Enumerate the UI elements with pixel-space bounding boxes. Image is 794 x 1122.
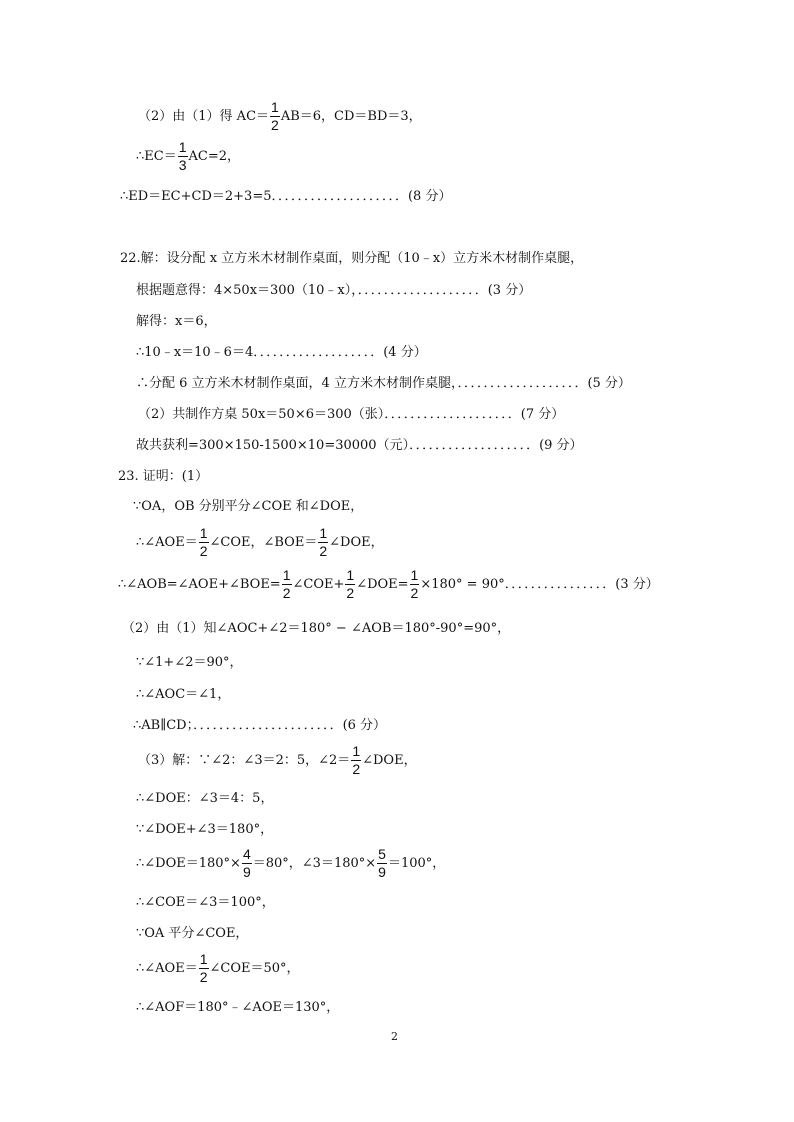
- text-run: ∵∠1+∠2＝90°，: [136, 654, 243, 670]
- fraction-numerator: 4: [242, 845, 251, 862]
- text-run: 23. 证明：(1）: [118, 468, 209, 484]
- fraction-numerator: 1: [271, 98, 279, 115]
- fraction-denominator: 9: [242, 863, 251, 880]
- fraction-numerator: 1: [282, 566, 291, 583]
- text-run: ∴AB∥CD；．．．．．．．．．．．．．．．．．．．．．．(6 分）: [133, 717, 387, 733]
- text-line: [118, 566, 659, 601]
- fraction-denominator: 2: [352, 760, 361, 777]
- text-run: AB＝6，CD＝BD＝3，: [280, 108, 422, 124]
- fraction: [345, 568, 355, 600]
- fraction: [410, 568, 420, 600]
- text-line: [133, 717, 386, 733]
- text-run: ∵∠DOE+∠3＝180°，: [136, 821, 274, 837]
- text-line: [136, 845, 446, 880]
- text-run: ∴∠COE＝∠3＝100°，: [136, 894, 275, 910]
- fraction-numerator: 1: [319, 524, 328, 541]
- text-line: [136, 524, 384, 559]
- text-run: ∴10﹣x＝10﹣6＝4．．．．．．．．．．．．．．．．．．．(4 分）: [136, 344, 427, 360]
- text-line: [136, 138, 241, 173]
- text-line: [136, 790, 273, 806]
- text-run: ∴分配 6 立方米木材制作桌面，4 立方米木材制作桌腿，．．．．．．．．．．．．．．．．．．．(5 分）: [136, 375, 631, 391]
- text-line: [138, 742, 417, 777]
- text-run: ∴∠DOE＝180°×: [136, 855, 241, 871]
- text-run: ∴∠AOE＝: [136, 960, 198, 976]
- fraction-denominator: 3: [178, 156, 187, 173]
- text-run: （2）由（1）得 AC＝: [138, 108, 270, 124]
- fraction-denominator: 2: [271, 116, 279, 133]
- fraction-denominator: 2: [346, 584, 355, 601]
- fraction: [199, 526, 209, 558]
- text-line: [136, 654, 243, 670]
- fraction-numerator: 5: [378, 845, 386, 862]
- fraction: [178, 140, 188, 172]
- text-run: ∠DOE，: [329, 534, 384, 550]
- text-run: ∴∠AOB=∠AOE+∠BOE=: [118, 576, 281, 592]
- fraction: [199, 952, 209, 984]
- text-run: ∵OA 平分∠COE，: [136, 925, 249, 941]
- text-line: [136, 375, 631, 391]
- fraction-numerator: 1: [352, 742, 361, 759]
- fraction-denominator: 2: [410, 584, 419, 601]
- text-run: ∵OA，OB 分别平分∠COE 和∠DOE，: [133, 498, 364, 514]
- fraction-denominator: 9: [378, 863, 386, 880]
- fraction: [242, 847, 252, 879]
- fraction-numerator: 1: [199, 950, 208, 967]
- text-line: [122, 620, 510, 636]
- fraction-denominator: 2: [199, 542, 208, 559]
- fraction-numerator: 1: [178, 138, 187, 155]
- text-run: ∴∠AOE＝: [136, 534, 198, 550]
- text-line: [120, 250, 583, 266]
- text-run: ∠DOE=: [356, 576, 409, 592]
- fraction: [351, 744, 361, 776]
- text-line: [133, 498, 363, 514]
- text-line: [136, 437, 583, 453]
- text-run: （3）解：∵∠2：∠3＝2：5，∠2＝: [138, 752, 351, 768]
- text-line: [136, 344, 427, 360]
- text-line: [120, 188, 451, 204]
- text-run: ∠DOE，: [362, 752, 417, 768]
- fraction: [377, 847, 387, 879]
- fraction-denominator: 2: [199, 968, 208, 985]
- text-run: 22.解：设分配 x 立方米木材制作桌面，则分配（10﹣x）立方米木材制作桌腿，: [120, 250, 584, 266]
- fraction-denominator: 2: [319, 542, 328, 559]
- text-line: [136, 925, 248, 941]
- text-run: ＝100°，: [387, 855, 446, 871]
- text-run: 故共获利=300×150-1500×10=30000（元）．．．．．．．．．．．．．．．．．．．(9 分）: [136, 437, 583, 453]
- page-number: 2: [391, 1030, 398, 1043]
- text-run: ∴ED＝EC+CD＝2+3=5．．．．．．．．．．．．．．．．．．．．(8 分）: [120, 188, 452, 204]
- text-line: [118, 468, 208, 484]
- text-line: [138, 406, 564, 422]
- text-run: （2）由（1）知∠AOC+∠2＝180° − ∠AOB＝180°-90°=90°，: [122, 620, 511, 636]
- text-line: [136, 950, 300, 985]
- text-line: [138, 98, 422, 133]
- fraction: [318, 526, 328, 558]
- text-line: [136, 686, 230, 702]
- text-run: AC=2，: [188, 148, 241, 164]
- text-run: ∴∠AOC＝∠1，: [136, 686, 231, 702]
- fraction-denominator: 2: [282, 584, 291, 601]
- fraction: [270, 100, 280, 132]
- text-line: [136, 313, 217, 329]
- text-run: ∴∠DOE：∠3＝4：5，: [136, 790, 274, 806]
- text-line: [136, 894, 275, 910]
- fraction-numerator: 1: [199, 524, 208, 541]
- text-run: ∠COE+: [292, 576, 345, 592]
- text-line: [136, 821, 273, 837]
- text-run: ∴∠AOF＝180°﹣∠AOE＝130°，: [136, 999, 340, 1015]
- text-run: ＝80°，∠3＝180°×: [252, 855, 377, 871]
- text-run: ∴EC＝: [136, 148, 177, 164]
- text-run: ∠COE，∠BOE＝: [209, 534, 318, 550]
- text-run: （2）共制作方桌 50x＝50×6＝300（张）．．．．．．．．．．．．．．．．．．．．(7 分）: [138, 406, 565, 422]
- text-run: 解得：x＝6，: [136, 313, 217, 329]
- fraction-numerator: 1: [346, 566, 355, 583]
- text-line: [136, 282, 531, 298]
- fraction-numerator: 1: [410, 566, 419, 583]
- text-run: ×180° = 90°．．．．．．．．．．．．．．．．(3 分）: [420, 576, 659, 592]
- text-run: ∠COE＝50°，: [209, 960, 300, 976]
- text-run: 根据题意得：4×50x＝300（10﹣x），．．．．．．．．．．．．．．．．．．．(3 分）: [136, 282, 532, 298]
- fraction: [282, 568, 292, 600]
- text-line: [136, 999, 339, 1015]
